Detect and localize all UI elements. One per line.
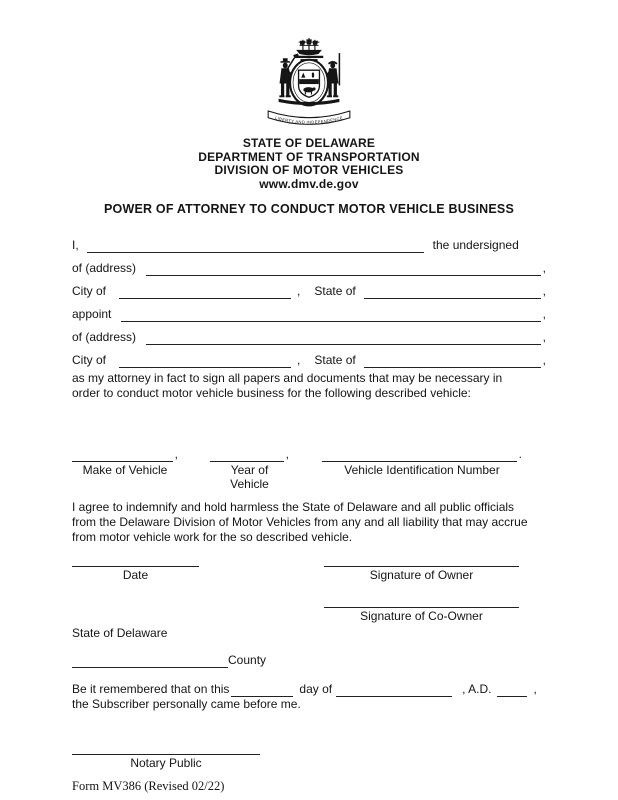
coowner-signature-row [72, 593, 546, 623]
county-field[interactable] [72, 653, 228, 668]
agency-website: www.dmv.de.gov [259, 176, 359, 191]
vehicle-year-label: Year of Vehicle [230, 463, 269, 491]
notary-public-label: Notary Public [130, 756, 202, 770]
notary-signature-block [72, 740, 260, 770]
notary-state-line: State of Delaware [72, 626, 168, 640]
comma: , [297, 353, 301, 367]
remembered-label: Be it remembered that on this [72, 682, 230, 696]
principal-name-field[interactable] [87, 238, 424, 253]
grantor-city-state-row [72, 284, 546, 299]
appoint-row [72, 307, 546, 322]
appointee-address-row [72, 330, 546, 345]
comma: , [542, 307, 546, 321]
spacer [72, 593, 324, 623]
form-header [0, 0, 618, 216]
period: . [518, 447, 522, 461]
coowner-signature-field[interactable] [324, 593, 519, 608]
comma: , [297, 284, 301, 298]
county-row [72, 653, 546, 668]
notary-acknowledgement-row [72, 682, 546, 697]
attorney-city-field[interactable] [119, 353, 291, 368]
spacer [178, 447, 210, 491]
comma: , [542, 261, 546, 275]
vehicle-vin-label: Vehicle Identification Number [344, 463, 500, 477]
form-body [0, 238, 618, 794]
principal-city-field[interactable] [119, 284, 291, 299]
agency-name: STATE OF DELAWARE [242, 136, 376, 150]
subscriber-line: the Subscriber personally came before me. [72, 697, 301, 711]
owner-signature-label: Signature of Owner [369, 568, 474, 582]
comma: , [174, 447, 178, 461]
vehicle-year-field[interactable] [210, 447, 284, 462]
form-title: POWER OF ATTORNEY TO CONDUCT MOTOR VEHICLE BUSINESS [104, 202, 514, 216]
spacer [289, 447, 322, 491]
undersigned-label: the undersigned [432, 238, 519, 252]
indemnity-clause-line2: from the Delaware Division of Motor Vehicles from any and all liability that may accrue [72, 515, 528, 529]
principal-state-field[interactable] [364, 284, 541, 299]
indemnity-clause-line1: I agree to indemnify and hold harmless the State of Delaware and all public officials [72, 500, 515, 514]
appointee-city-state-row [72, 353, 546, 368]
spacer [199, 552, 324, 582]
notary-day-field[interactable] [231, 682, 293, 697]
principal-address-field[interactable] [146, 261, 541, 276]
comma: , [542, 353, 546, 367]
day-of-label: day of [299, 682, 333, 696]
grantor-city-label: City of [72, 284, 107, 298]
notary-year-field[interactable] [497, 682, 527, 697]
appointee-state-label: State of [314, 353, 356, 367]
date-label: Date [122, 568, 149, 582]
date-owner-signature-row [72, 552, 546, 582]
grantor-name-row [72, 238, 546, 253]
owner-signature-field[interactable] [324, 552, 519, 567]
form-number: Form MV386 (Revised 02/22) [72, 779, 225, 793]
date-field[interactable] [72, 552, 199, 567]
coowner-signature-label: Signature of Co-Owner [360, 609, 483, 623]
delaware-state-seal-icon [252, 36, 366, 131]
vehicle-make-field[interactable] [72, 447, 173, 462]
comma: , [542, 330, 546, 344]
authority-clause-line1: as my attorney in fact to sign all papers and documents that may be necessary in [72, 371, 503, 385]
agency-division: DIVISION OF MOTOR VEHICLES [214, 163, 404, 177]
attorney-address-field[interactable] [146, 330, 541, 345]
appoint-label: appoint [72, 307, 112, 321]
county-label: County [228, 653, 267, 667]
attorney-state-field[interactable] [364, 353, 541, 368]
comma: , [533, 682, 537, 696]
vehicle-vin-field[interactable] [322, 447, 517, 462]
seal-motto-text: LIBERTY AND INDEPENDENCE [274, 115, 344, 125]
indemnity-clause-line3: from motor vehicle work for the so described vehicle. [72, 530, 353, 544]
appointee-city-label: City of [72, 353, 107, 367]
notary-signature-field[interactable] [72, 740, 260, 755]
comma: , [542, 284, 546, 298]
grantor-address-label: of (address) [72, 261, 137, 275]
grantor-address-row [72, 261, 546, 276]
comma: , [285, 447, 289, 461]
attorney-name-field[interactable] [121, 307, 540, 322]
agency-department: DEPARTMENT OF TRANSPORTATION [198, 149, 420, 164]
grantor-state-label: State of [314, 284, 356, 298]
vehicle-description-row [72, 447, 546, 491]
notary-month-field[interactable] [336, 682, 452, 697]
vehicle-make-label: Make of Vehicle [82, 463, 168, 477]
appointee-address-label: of (address) [72, 330, 137, 344]
authority-clause-line2: order to conduct motor vehicle business for the following described vehicle: [72, 386, 471, 400]
i-label: I, [72, 238, 79, 252]
ad-label: , A.D. [462, 682, 492, 696]
